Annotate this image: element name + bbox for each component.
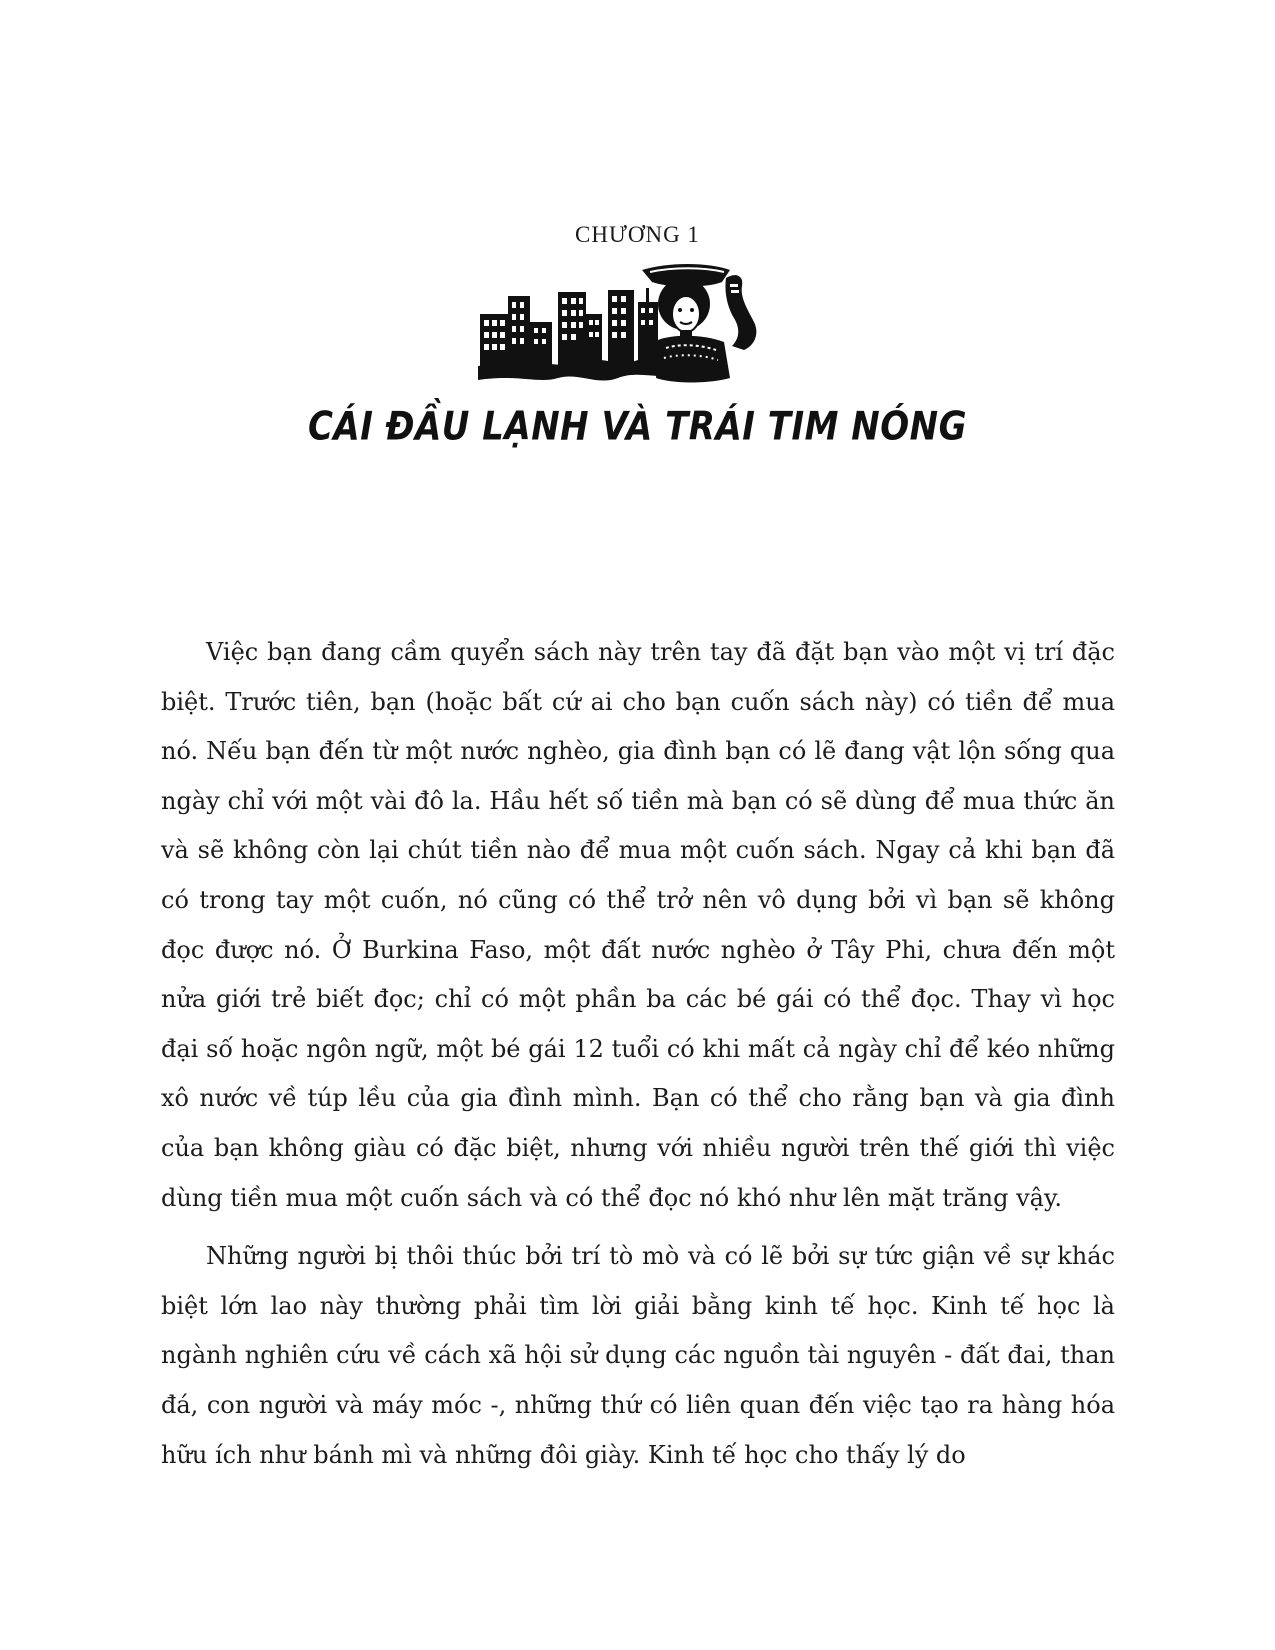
paragraph-2: Những người bị thôi thúc bởi trí tò mò và có lẽ bởi sự tức giận về sự khác biệt lớn lao này thường phải tìm lời giải bằng kinh tế học. Kinh tế học là ngành nghiên cứu về cách xã hội sử dụng các nguồn tài nguyên - đất đai, than đá, con người và máy móc -, những thứ có liên quan đến việc tạo ra hàng hóa hữu ích như bánh mì và những đôi giày. Kinh tế học cho thấy lý do <box>161 1242 1115 1469</box>
building-4 <box>558 292 586 366</box>
body-text <box>161 628 1115 1480</box>
building-1 <box>480 314 510 370</box>
city-skyline-and-woman-carrying-basket-icon <box>478 262 794 392</box>
chapter-label: CHƯƠNG 1 <box>575 222 700 247</box>
woman-figure <box>642 264 756 383</box>
chapter-title: CÁI ĐẦU LẠNH VÀ TRÁI TIM NÓNG <box>307 404 968 450</box>
building-3 <box>530 322 552 366</box>
building-2 <box>508 296 530 366</box>
paragraph-1: Việc bạn đang cầm quyển sách này trên tay đã đặt bạn vào một vị trí đặc biệt. Trước tiên, bạn (hoặc bất cứ ai cho bạn cuốn sách này) có tiền để mua nó. Nếu bạn đến từ một nước nghèo, gia đình bạn có lẽ đang vật lộn sống qua ngày chỉ với một vài đô la. Hầu hết số tiền mà bạn có sẽ dùng để mua thức ăn và sẽ không còn lại chút tiền nào để mua một cuốn sách. Ngay cả khi bạn đã có trong tay một cuốn, nó cũng có thể trở nên vô dụng bởi vì bạn sẽ không đọc được nó. Ở Burkina Faso, một đất nước nghèo ở Tây Phi, chưa đến một nửa giới trẻ biết đọc; chỉ có một phần ba các bé gái có thể đọc. Thay vì học đại số hoặc ngôn ngữ, một bé gái 12 tuổi có khi mất cả ngày chỉ để kéo những xô nước về túp lều của gia đình mình. Bạn có thể cho rằng bạn và gia đình của bạn không giàu có đặc biệt, nhưng với nhiều người trên thế giới thì việc dùng tiền mua một cuốn sách và có thể đọc nó khó như lên mặt trăng vậy. <box>161 638 1115 1212</box>
building-7 <box>638 288 658 366</box>
building-6 <box>608 290 634 366</box>
building-5 <box>586 314 602 366</box>
